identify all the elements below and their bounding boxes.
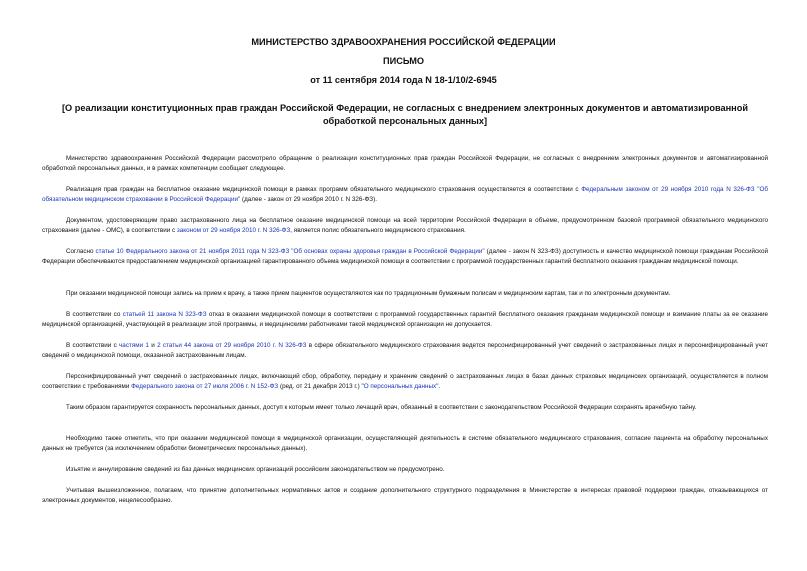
paragraph-text: Изъятие и аннулирование сведений из баз данных медицинских организаций российским законодательством не предусмотрено.	[66, 466, 445, 473]
paragraph	[42, 216, 768, 235]
ministry-name: МИНИСТЕРСТВО ЗДРАВООХРАНЕНИЯ РОССИЙСКОЙ ФЕДЕРАЦИИ	[251, 37, 556, 47]
paragraph	[42, 185, 768, 204]
paragraph-text: (далее - закон от 29 ноября 2010 г. N 326-ФЗ).	[240, 195, 377, 203]
paragraph-text: в сфере обязательного медицинского страхования ведется персонифицированный учет сведений о застрахованных лицах и персонифицированный учет сведений о медицинской помощи, оказанной застрахованным лицам.	[42, 342, 768, 359]
paragraph-text: При оказании медицинской помощи запись на прием к врачу, а также прием пациентов осуществляются как по традиционным бумажным полисам и медицинским картам, так и по электронным документам.	[66, 290, 671, 297]
paragraph-text: , является полис обязательного медицинского страхования.	[290, 226, 466, 234]
paragraph-text: Персонифицированный учет сведений о застрахованных лицах, включающий сбор, обработку, передачу и хранение сведений о застрахованных лицах в базах данных страховых медицинских организаций, осуществляется в полном соответствии с требованиями	[42, 373, 768, 390]
paragraph-text: Таким образом гарантируется сохранность персональных данных, доступ к которым имеет только лечащий врач, обязанный в соответствии с законодательством Российской Федерации сохранять врачебную тайну.	[66, 404, 697, 411]
paragraph-text: ".	[436, 382, 441, 390]
paragraph	[42, 289, 768, 299]
paragraph-text: Согласно	[66, 248, 96, 255]
law-link-part1[interactable]: частями 1	[119, 342, 149, 349]
paragraph-text: Необходимо также отметить, что при оказании медицинской помощи в медицинской организации, осуществляющей деятельность в системе обязательного медицинского страхования, согласие пациента на обработку персональных данных не требуется (за исключением обработки биометрических персональных данных).	[42, 435, 768, 452]
paragraph	[42, 486, 768, 505]
document-subject: [О реализации конституционных прав граждан Российской Федерации, не согласных с внедрением электронных документов и автоматизированной обработкой персональных данных]	[62, 103, 748, 126]
paragraph-text: В соответствии с	[66, 342, 120, 349]
law-link-323fz-art11[interactable]: статьей 11 закона N 323-ФЗ	[122, 311, 207, 318]
document-date-number: от 11 сентября 2014 года N 18-1/10/2-6945	[310, 75, 497, 85]
paragraph-text: отказ в оказании медицинской помощи в соответствии с программой государственных гарантий бесплатного оказания гражданам медицинской помощи и взимание платы за ее оказание медицинской организацией, участвующей в реализации этой программы, и медицинскими работниками такой медицинской организации не допускается.	[42, 311, 769, 328]
paragraph	[42, 465, 768, 475]
paragraph	[42, 310, 768, 329]
law-link-326fz[interactable]: Федеральным законом от 29 ноября 2010 года N 326-ФЗ "Об обязательном медицинском страховании в Российской Федерации"	[42, 186, 768, 203]
paragraph-text: Учитывая вышеизложенное, полагаем, что принятие дополнительных нормативных актов и создание дополнительного структурного подразделения в Министерстве в интересах правовой поддержки граждан, отказывающихся от электронных документов, нецелесообразно.	[42, 487, 768, 504]
paragraph-text: (ред. от 21 декабря 2013 г.) "	[278, 382, 364, 390]
paragraph-text: и	[148, 342, 158, 349]
paragraph	[42, 341, 768, 360]
document-type: ПИСЬМО	[382, 56, 425, 66]
paragraph	[42, 403, 768, 413]
law-link-152fz[interactable]: Федерального закона от 27 июля 2006 г. N 152-ФЗ	[131, 382, 279, 390]
law-link-personal-data[interactable]: О персональных данных	[363, 382, 437, 390]
paragraph-text: Документом, удостоверяющим право застрахованного лица на бесплатное оказание медицинской помощи на всей территории Российской Федерации в объеме, предусмотренном базовой программой обязательного медицинского страхования (далее - ОМС), в соответствии с	[42, 217, 768, 234]
paragraph	[42, 154, 768, 173]
law-link-326fz[interactable]: законом от 29 ноября 2010 г. N 326-ФЗ	[176, 226, 291, 234]
paragraph	[42, 372, 768, 391]
law-link-323fz-art10[interactable]: статье 10 Федерального закона от 21 ноября 2011 года N 323-ФЗ "Об основах охраны здоровья граждан в Российской Федерации"	[95, 248, 485, 255]
paragraph-text: В соответствии со	[66, 311, 123, 318]
paragraph-text: Министерство здравоохранения Российской Федерации рассмотрело обращение о реализации конституционных прав граждан Российской Федерации, не согласных с внедрением электронных документов и автоматизированной обработкой персональных данных, и в рамках компетенции сообщает следующее.	[42, 155, 768, 172]
paragraph-text: Реализация прав граждан на бесплатное оказание медицинской помощи в рамках программ обязательного медицинского страхования осуществляется в соответствии с	[66, 186, 582, 193]
paragraph	[42, 434, 768, 453]
paragraph	[42, 247, 768, 266]
law-link-326fz-art44[interactable]: 2 статьи 44 закона от 29 ноября 2010 г. N 326-ФЗ	[157, 342, 307, 349]
paragraph-text: (далее - закон N 323-ФЗ) доступность и качество медицинской помощи гражданам Российской Федерации обеспечиваются предоставлением медицинской организацией гарантированного объема медицинской помощи в соответствии с программой государственных гарантий бесплатного оказания гражданам медицинской помощи.	[42, 248, 769, 265]
